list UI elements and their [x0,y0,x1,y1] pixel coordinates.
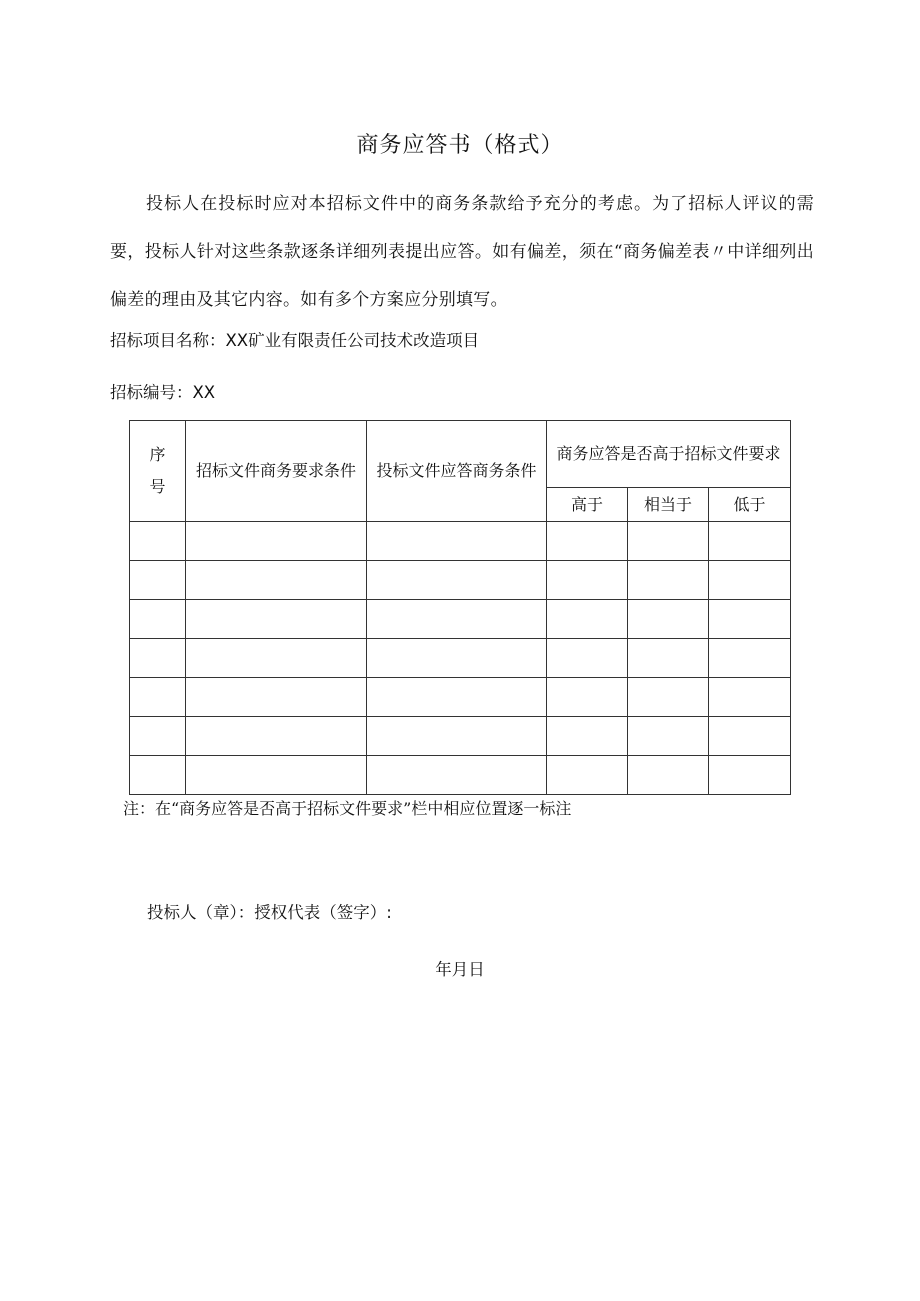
table-cell[interactable] [628,561,709,600]
table-row [130,756,791,795]
table-cell[interactable] [709,678,791,717]
table-cell[interactable] [709,756,791,795]
table-cell[interactable] [130,717,186,756]
table-cell[interactable] [367,639,547,678]
date-line: 年月日 [435,960,485,979]
table-cell[interactable] [709,600,791,639]
table-cell[interactable] [547,678,628,717]
table-cell[interactable] [367,522,547,561]
intro-paragraph: 投标人在投标时应对本招标文件中的商务条款给予充分的考虑。为了招标人评议的需要，投标人针对这些条款逐条详细列表提出应答。如有偏差，须在“商务偏差表〃中详细列出偏差的理由及其它内容。如有多个方案应分别填写。 [110,194,814,310]
tender-number-line: 招标编号：XX [110,383,216,402]
table-cell[interactable] [547,561,628,600]
table-cell[interactable] [709,717,791,756]
header-equal: 相当于 [628,488,709,522]
table-note: 注：在“商务应答是否高于招标文件要求”栏中相应位置逐一标注 [123,799,572,818]
table-cell[interactable] [628,639,709,678]
header-lower: 低于 [709,488,791,522]
page-title: 商务应答书（格式） [356,133,564,158]
table-row [130,561,791,600]
table-cell[interactable] [130,600,186,639]
table-cell[interactable] [547,639,628,678]
header-higher: 高于 [547,488,628,522]
table-row [130,639,791,678]
table-cell[interactable] [367,600,547,639]
table-cell[interactable] [130,522,186,561]
table-cell[interactable] [367,717,547,756]
table-cell[interactable] [186,717,367,756]
header-comparison: 商务应答是否高于招标文件要求 [547,421,791,488]
header-response: 投标文件应答商务条件 [367,421,547,522]
table-cell[interactable] [130,639,186,678]
header-requirement: 招标文件商务要求条件 [186,421,367,522]
table-cell[interactable] [709,561,791,600]
table-cell[interactable] [628,600,709,639]
table-cell[interactable] [367,756,547,795]
table-cell[interactable] [547,756,628,795]
table-row [130,600,791,639]
table-cell[interactable] [130,756,186,795]
table-cell[interactable] [367,561,547,600]
table-cell[interactable] [547,522,628,561]
header-seq: 序号 [130,421,186,522]
table-cell[interactable] [547,717,628,756]
signature-line: 投标人（章）：授权代表（签字）: [147,903,392,922]
table-cell[interactable] [628,522,709,561]
table-row [130,717,791,756]
table-cell[interactable] [367,678,547,717]
table-cell[interactable] [186,561,367,600]
table-row [130,678,791,717]
table-cell[interactable] [709,522,791,561]
table-cell[interactable] [628,678,709,717]
table-cell[interactable] [628,717,709,756]
table-cell[interactable] [130,678,186,717]
commercial-response-table [129,420,791,795]
table-cell[interactable] [547,600,628,639]
table-cell[interactable] [186,600,367,639]
project-name-line: 招标项目名称：XX矿业有限责任公司技术改造项目 [110,331,480,350]
table-row [130,522,791,561]
table-cell[interactable] [130,561,186,600]
table-cell[interactable] [186,756,367,795]
table-cell[interactable] [186,639,367,678]
table-cell[interactable] [628,756,709,795]
table-cell[interactable] [709,639,791,678]
table-cell[interactable] [186,678,367,717]
table-cell[interactable] [186,522,367,561]
